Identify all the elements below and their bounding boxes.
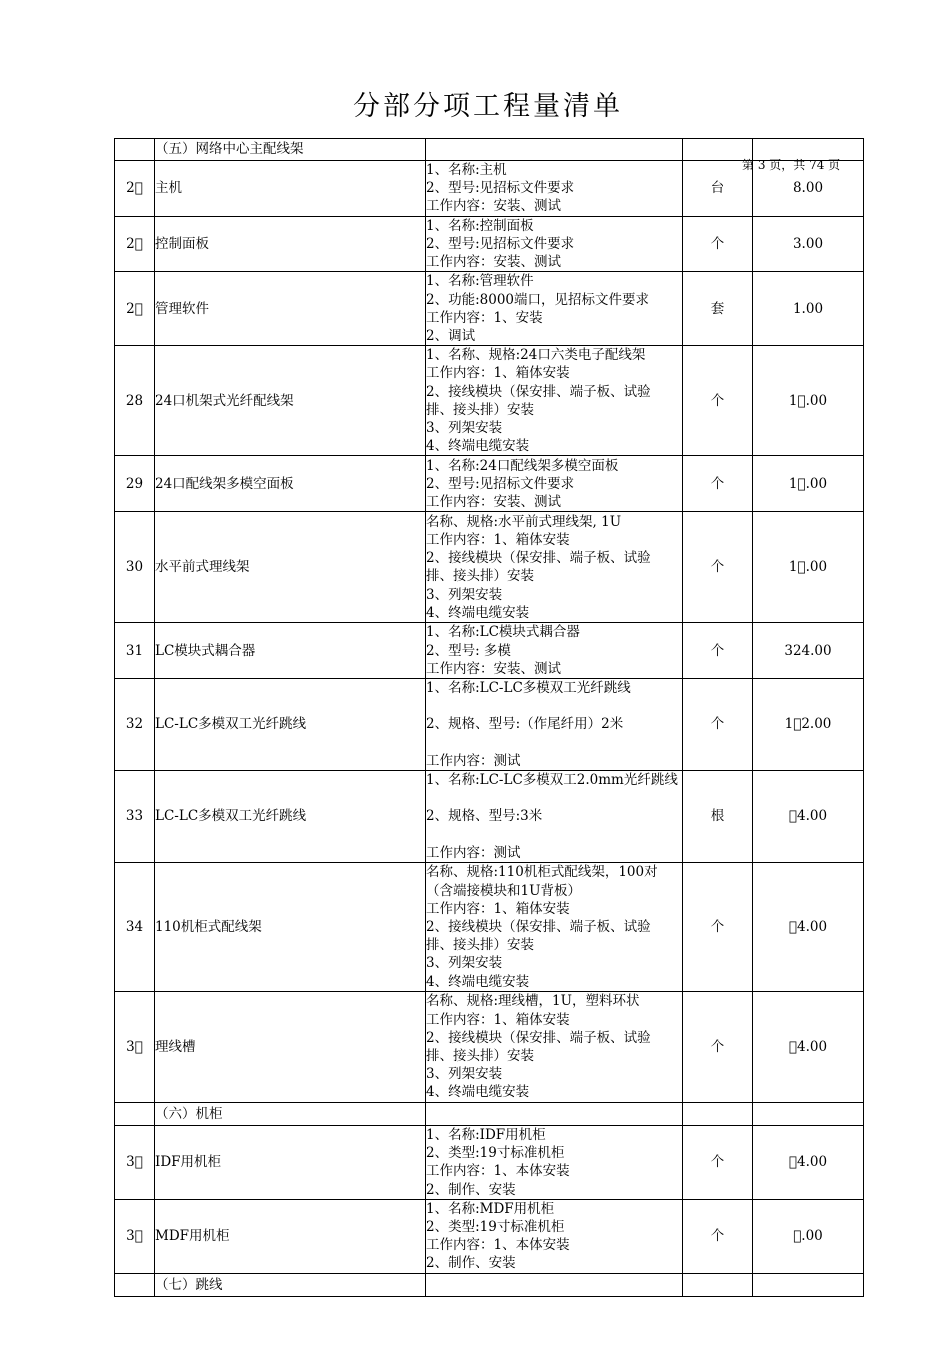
item-description xyxy=(426,1199,683,1273)
item-description xyxy=(426,139,683,161)
unit: 个 xyxy=(683,346,753,456)
description-line xyxy=(426,789,682,807)
item-name: LC模块式耦合器 xyxy=(155,623,426,679)
description-line: 2、规格、型号:3米 xyxy=(426,808,543,825)
table-row xyxy=(115,346,864,456)
item-name: 管理软件 xyxy=(155,272,426,346)
item-description xyxy=(426,1126,683,1200)
section-title: （七）跳线 xyxy=(155,1273,426,1296)
description-line: 2、型号: 多模 xyxy=(426,642,511,659)
description-line: 排、接头排）安装 xyxy=(426,568,534,585)
item-description xyxy=(426,679,683,771)
row-number: 30 xyxy=(115,512,155,623)
item-name: 110机柜式配线架 xyxy=(155,863,426,992)
description-line: 2、型号:见招标文件要求 xyxy=(426,235,575,252)
item-description xyxy=(426,992,683,1103)
description-line: 1、名称:MDF用机柜 xyxy=(426,1200,555,1217)
description-line: 名称、规格:理线槽，1U，塑料环状 xyxy=(426,993,640,1010)
item-description xyxy=(426,161,683,217)
description-line: 3、列架安装 xyxy=(426,955,503,972)
description-line: 工作内容：测试 xyxy=(426,752,521,769)
description-line: 2、调试 xyxy=(426,327,476,344)
unit: 个 xyxy=(683,512,753,623)
description-line: 2、接线模块（保安排、端子板、试验 xyxy=(426,550,651,567)
table-row xyxy=(115,623,864,679)
description-line xyxy=(426,697,682,715)
section-title: （五）网络中心主配线架 xyxy=(155,139,426,161)
item-name: MDF用机柜 xyxy=(155,1199,426,1273)
row-number: 2  xyxy=(115,272,155,346)
quantity: 3.00 xyxy=(753,216,864,272)
quantity: 1.00 xyxy=(753,272,864,346)
item-name: 理线槽 xyxy=(155,992,426,1103)
unit: 个 xyxy=(683,623,753,679)
item-description xyxy=(426,1103,683,1126)
description-line: 2、型号:见招标文件要求 xyxy=(426,475,575,492)
table-row xyxy=(115,992,864,1103)
item-description xyxy=(426,1273,683,1296)
description-line: 工作内容：1、箱体安装 xyxy=(426,900,570,917)
description-line: 工作内容：安装、测试 xyxy=(426,660,561,677)
item-name: 水平前式理线架 xyxy=(155,512,426,623)
quantity: 8.00 xyxy=(753,161,864,217)
description-line: 工作内容：安装、测试 xyxy=(426,254,561,271)
description-line: 2、接线模块（保安排、端子板、试验 xyxy=(426,918,651,935)
row-number: 2  xyxy=(115,161,155,217)
description-line: 工作内容：1、箱体安装 xyxy=(426,1011,570,1028)
description-line: 4、终端电缆安装 xyxy=(426,604,530,621)
item-name: 24口机架式光纤配线架 xyxy=(155,346,426,456)
quantity:  4.00 xyxy=(753,992,864,1103)
unit: 个 xyxy=(683,216,753,272)
item-description xyxy=(426,512,683,623)
description-line: 1、名称、规格:24口六类电子配线架 xyxy=(426,347,646,364)
description-line: 工作内容：安装、测试 xyxy=(426,198,561,215)
row-number: 29 xyxy=(115,456,155,512)
description-line: 工作内容：1、本体安装 xyxy=(426,1163,570,1180)
quantity:  .00 xyxy=(753,1199,864,1273)
table-row xyxy=(115,272,864,346)
item-name: 主机 xyxy=(155,161,426,217)
row-number xyxy=(115,1103,155,1126)
description-line: 3、列架安装 xyxy=(426,586,503,603)
row-number: 31 xyxy=(115,623,155,679)
description-line: 2、功能:8000端口，见招标文件要求 xyxy=(426,291,649,308)
item-description xyxy=(426,771,683,863)
description-line: 名称、规格:水平前式理线架, 1U xyxy=(426,513,622,530)
description-line: 1、名称:控制面板 xyxy=(426,217,534,234)
row-number: 3  xyxy=(115,1126,155,1200)
quantity xyxy=(753,1103,864,1126)
description-line: 2、制作、安装 xyxy=(426,1181,516,1198)
description-line: 2、类型:19寸标准机柜 xyxy=(426,1145,565,1162)
unit: 根 xyxy=(683,771,753,863)
item-description xyxy=(426,623,683,679)
section-row xyxy=(115,1273,864,1296)
quantity: 1 2.00 xyxy=(753,679,864,771)
description-line: 2、型号:见招标文件要求 xyxy=(426,180,575,197)
description-line: 工作内容：1、本体安装 xyxy=(426,1237,570,1254)
description-line: 3、列架安装 xyxy=(426,420,503,437)
table-row xyxy=(115,216,864,272)
description-line: 4、终端电缆安装 xyxy=(426,1084,530,1101)
unit: 个 xyxy=(683,1199,753,1273)
table-row xyxy=(115,456,864,512)
description-line: （含端接模块和1U背板） xyxy=(426,882,581,899)
description-line: 1、名称:LC模块式耦合器 xyxy=(426,624,580,641)
item-description xyxy=(426,456,683,512)
unit: 个 xyxy=(683,863,753,992)
section-title: （六）机柜 xyxy=(155,1103,426,1126)
description-line: 工作内容：1、箱体安装 xyxy=(426,532,570,549)
quantity:  4.00 xyxy=(753,771,864,863)
quantity:  4.00 xyxy=(753,863,864,992)
description-line: 工作内容：1、箱体安装 xyxy=(426,365,570,382)
description-line: 工作内容：安装、测试 xyxy=(426,494,561,511)
quantity: 324.00 xyxy=(753,623,864,679)
quantity: 1 .00 xyxy=(753,456,864,512)
description-line: 工作内容：测试 xyxy=(426,844,521,861)
unit: 个 xyxy=(683,1126,753,1200)
description-line: 1、名称:管理软件 xyxy=(426,273,534,290)
row-number: 3  xyxy=(115,992,155,1103)
item-name: LC-LC多模双工光纤跳线 xyxy=(155,679,426,771)
item-name: IDF用机柜 xyxy=(155,1126,426,1200)
description-line: 工作内容：1、安装 xyxy=(426,309,543,326)
unit: 套 xyxy=(683,272,753,346)
row-number: 28 xyxy=(115,346,155,456)
description-line: 名称、规格:110机柜式配线架，100对 xyxy=(426,864,658,881)
description-line: 排、接头排）安装 xyxy=(426,1048,534,1065)
description-line: 2、接线模块（保安排、端子板、试验 xyxy=(426,1029,651,1046)
unit xyxy=(683,1103,753,1126)
unit xyxy=(683,1273,753,1296)
description-line: 4、终端电缆安装 xyxy=(426,973,530,990)
description-line: 1、名称:IDF用机柜 xyxy=(426,1127,546,1144)
row-number: 2  xyxy=(115,216,155,272)
item-name: 24口配线架多模空面板 xyxy=(155,456,426,512)
item-name: LC-LC多模双工光纤跳线 xyxy=(155,771,426,863)
item-description xyxy=(426,346,683,456)
quantity xyxy=(753,1273,864,1296)
table-row xyxy=(115,512,864,623)
description-line: 2、接线模块（保安排、端子板、试验 xyxy=(426,383,651,400)
quantity: 1 .00 xyxy=(753,346,864,456)
description-line: 1、名称:主机 xyxy=(426,162,507,178)
quantity:  4.00 xyxy=(753,1126,864,1200)
item-description xyxy=(426,863,683,992)
description-line xyxy=(426,734,682,752)
row-number xyxy=(115,1273,155,1296)
quantity: 1 .00 xyxy=(753,512,864,623)
table-row xyxy=(115,679,864,771)
description-line: 排、接头排）安装 xyxy=(426,401,534,418)
table-row xyxy=(115,771,864,863)
row-number: 3  xyxy=(115,1199,155,1273)
table-row xyxy=(115,863,864,992)
bill-of-quantities-table xyxy=(114,138,864,1297)
description-line xyxy=(426,826,682,844)
description-line: 1、名称:LC-LC多模双工2.0mm光纤跳线 xyxy=(426,772,678,789)
row-number: 32 xyxy=(115,679,155,771)
section-row xyxy=(115,1103,864,1126)
unit: 台 xyxy=(683,161,753,217)
page-number: 第 3 页，共 74 页 xyxy=(742,158,841,172)
description-line: 3、列架安装 xyxy=(426,1066,503,1083)
description-line: 2、规格、型号:（作尾纤用）2米 xyxy=(426,716,624,733)
item-description xyxy=(426,216,683,272)
description-line: 4、终端电缆安装 xyxy=(426,438,530,455)
description-line: 1、名称:24口配线架多模空面板 xyxy=(426,457,619,474)
item-name: 控制面板 xyxy=(155,216,426,272)
description-line: 排、接头排）安装 xyxy=(426,937,534,954)
row-number: 34 xyxy=(115,863,155,992)
unit: 个 xyxy=(683,456,753,512)
unit: 个 xyxy=(683,992,753,1103)
table-row xyxy=(115,1126,864,1200)
page-title: 分部分项工程量清单 xyxy=(353,91,623,122)
row-number: 33 xyxy=(115,771,155,863)
description-line: 2、制作、安装 xyxy=(426,1255,516,1272)
item-description xyxy=(426,272,683,346)
description-line: 1、名称:LC-LC多模双工光纤跳线 xyxy=(426,680,631,697)
description-line: 2、类型:19寸标准机柜 xyxy=(426,1219,565,1236)
unit: 个 xyxy=(683,679,753,771)
table-row xyxy=(115,1199,864,1273)
row-number xyxy=(115,139,155,161)
